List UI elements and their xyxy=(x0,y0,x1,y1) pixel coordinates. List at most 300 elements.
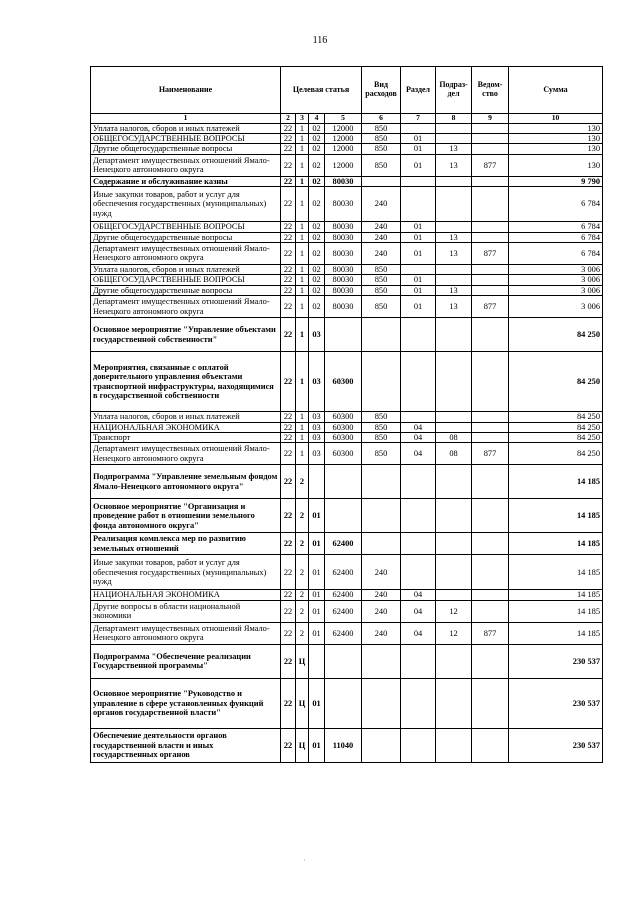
section-cell: 04 xyxy=(401,600,436,622)
expense-type-cell xyxy=(362,533,401,555)
sum-cell: 84 250 xyxy=(509,412,603,422)
expense-type-cell: 850 xyxy=(362,144,401,154)
subsection-cell: 13 xyxy=(436,144,472,154)
target-code-direction: 62400 xyxy=(325,590,362,600)
expense-type-cell: 850 xyxy=(362,123,401,133)
sum-cell: 14 185 xyxy=(509,622,603,644)
subsection-cell xyxy=(436,555,472,590)
section-cell: 04 xyxy=(401,443,436,465)
target-code-program: 22 xyxy=(281,133,296,143)
section-cell: 04 xyxy=(401,422,436,432)
row-name: Уплата налогов, сборов и иных платежей xyxy=(91,412,281,422)
target-code-event: 02 xyxy=(309,176,325,186)
table-row xyxy=(91,296,603,318)
section-cell: 01 xyxy=(401,285,436,295)
target-code-program: 22 xyxy=(281,187,296,222)
subsection-cell: 12 xyxy=(436,600,472,622)
subsection-cell xyxy=(436,499,472,533)
target-code-event: 01 xyxy=(309,622,325,644)
row-name: Основное мероприятие "Управление объектами государственной собственности" xyxy=(91,318,281,352)
row-name: ОБЩЕГОСУДАРСТВЕННЫЕ ВОПРОСЫ xyxy=(91,275,281,285)
sum-cell: 230 537 xyxy=(509,678,603,728)
target-code-program: 22 xyxy=(281,644,296,678)
department-cell xyxy=(472,644,509,678)
table-row xyxy=(91,123,603,133)
section-cell: 01 xyxy=(401,232,436,242)
target-code-program: 22 xyxy=(281,678,296,728)
target-code-event: 02 xyxy=(309,222,325,232)
target-code-direction xyxy=(325,499,362,533)
target-code-subprogram: 1 xyxy=(296,285,309,295)
row-name: Иные закупки товаров, работ и услуг для обеспечения государственных (муниципальных) нужд xyxy=(91,555,281,590)
sum-cell: 14 185 xyxy=(509,555,603,590)
department-cell xyxy=(472,285,509,295)
expense-type-cell xyxy=(362,176,401,186)
expense-type-cell: 850 xyxy=(362,432,401,442)
target-code-subprogram: 1 xyxy=(296,352,309,412)
department-cell xyxy=(472,590,509,600)
subsection-cell xyxy=(436,318,472,352)
expense-type-cell: 850 xyxy=(362,154,401,176)
target-code-program: 22 xyxy=(281,285,296,295)
row-name: Транспорт xyxy=(91,432,281,442)
sum-cell: 84 250 xyxy=(509,422,603,432)
department-cell xyxy=(472,499,509,533)
subsection-cell xyxy=(436,187,472,222)
target-code-event: 01 xyxy=(309,600,325,622)
section-cell: 01 xyxy=(401,144,436,154)
table-row xyxy=(91,422,603,432)
target-code-subprogram: 2 xyxy=(296,499,309,533)
target-code-program: 22 xyxy=(281,412,296,422)
department-cell xyxy=(472,465,509,499)
target-code-direction xyxy=(325,465,362,499)
target-code-direction: 60300 xyxy=(325,412,362,422)
row-name: Другие общегосударственные вопросы xyxy=(91,144,281,154)
row-name: Мероприятия, связанные с оплатой доверительного управления объектами транспортной инфраструктуры, находящимися в государственной собственности xyxy=(91,352,281,412)
header-sum: Сумма xyxy=(509,67,603,114)
department-cell xyxy=(472,533,509,555)
department-cell xyxy=(472,133,509,143)
section-cell: 01 xyxy=(401,242,436,264)
target-code-subprogram: 2 xyxy=(296,600,309,622)
department-cell xyxy=(472,352,509,412)
target-code-subprogram: 1 xyxy=(296,242,309,264)
department-cell: 877 xyxy=(472,154,509,176)
subsection-cell xyxy=(436,275,472,285)
target-code-subprogram: 2 xyxy=(296,590,309,600)
table-row xyxy=(91,144,603,154)
target-code-subprogram: 1 xyxy=(296,422,309,432)
section-cell: 01 xyxy=(401,133,436,143)
row-name: Другие общегосударственные вопросы xyxy=(91,285,281,295)
section-cell: 01 xyxy=(401,222,436,232)
target-code-subprogram: 1 xyxy=(296,443,309,465)
expense-type-cell: 850 xyxy=(362,296,401,318)
target-code-subprogram: Ц xyxy=(296,644,309,678)
target-code-direction: 12000 xyxy=(325,144,362,154)
subsection-cell xyxy=(436,644,472,678)
sum-cell: 3 006 xyxy=(509,275,603,285)
row-name: Департамент имущественных отношений Ямало-Ненецкого автономного округа xyxy=(91,443,281,465)
section-cell: 01 xyxy=(401,275,436,285)
target-code-event: 02 xyxy=(309,154,325,176)
target-code-subprogram: 1 xyxy=(296,144,309,154)
target-code-subprogram: 1 xyxy=(296,123,309,133)
row-name: Иные закупки товаров, работ и услуг для обеспечения государственных (муниципальных) нужд xyxy=(91,187,281,222)
expense-type-cell: 850 xyxy=(362,133,401,143)
budget-table xyxy=(90,66,603,763)
sum-cell: 14 185 xyxy=(509,600,603,622)
target-code-program: 22 xyxy=(281,590,296,600)
column-number: 7 xyxy=(401,114,436,124)
target-code-program: 22 xyxy=(281,275,296,285)
target-code-event: 03 xyxy=(309,412,325,422)
section-cell xyxy=(401,533,436,555)
table-row xyxy=(91,644,603,678)
expense-type-cell: 240 xyxy=(362,600,401,622)
table-row xyxy=(91,242,603,264)
sum-cell: 84 250 xyxy=(509,352,603,412)
target-code-direction: 12000 xyxy=(325,123,362,133)
header-expense-type: Вид расходов xyxy=(362,67,401,114)
target-code-event: 02 xyxy=(309,144,325,154)
department-cell xyxy=(472,264,509,274)
target-code-program: 22 xyxy=(281,728,296,762)
expense-type-cell: 850 xyxy=(362,275,401,285)
row-name: Подпрограмма "Обеспечение реализации Государственной программы" xyxy=(91,644,281,678)
expense-type-cell xyxy=(362,352,401,412)
subsection-cell xyxy=(436,123,472,133)
subsection-cell: 08 xyxy=(436,443,472,465)
target-code-program: 22 xyxy=(281,123,296,133)
target-code-subprogram: 2 xyxy=(296,622,309,644)
column-number: 3 xyxy=(296,114,309,124)
target-code-subprogram: Ц xyxy=(296,728,309,762)
target-code-direction: 80030 xyxy=(325,187,362,222)
expense-type-cell xyxy=(362,644,401,678)
target-code-event: 01 xyxy=(309,590,325,600)
sum-cell: 3 006 xyxy=(509,296,603,318)
target-code-direction xyxy=(325,644,362,678)
sum-cell: 130 xyxy=(509,154,603,176)
table-row xyxy=(91,275,603,285)
row-name: Уплата налогов, сборов и иных платежей xyxy=(91,123,281,133)
sum-cell: 3 006 xyxy=(509,285,603,295)
target-code-program: 22 xyxy=(281,352,296,412)
expense-type-cell: 240 xyxy=(362,622,401,644)
table-row xyxy=(91,432,603,442)
row-name: НАЦИОНАЛЬНАЯ ЭКОНОМИКА xyxy=(91,590,281,600)
target-code-program: 22 xyxy=(281,465,296,499)
target-code-direction: 80030 xyxy=(325,222,362,232)
header-subsection: Подраз-дел xyxy=(436,67,472,114)
table-row xyxy=(91,318,603,352)
subsection-cell xyxy=(436,533,472,555)
target-code-event: 03 xyxy=(309,432,325,442)
target-code-subprogram: 1 xyxy=(296,176,309,186)
section-cell xyxy=(401,499,436,533)
page-number: 116 xyxy=(312,35,328,46)
target-code-event: 01 xyxy=(309,499,325,533)
column-number: 2 xyxy=(281,114,296,124)
department-cell xyxy=(472,275,509,285)
subsection-cell xyxy=(436,678,472,728)
subsection-cell: 12 xyxy=(436,622,472,644)
sum-cell: 130 xyxy=(509,144,603,154)
target-code-subprogram: 1 xyxy=(296,296,309,318)
target-code-direction: 60300 xyxy=(325,352,362,412)
target-code-direction: 11040 xyxy=(325,728,362,762)
department-cell: 877 xyxy=(472,622,509,644)
section-cell: 04 xyxy=(401,622,436,644)
section-cell xyxy=(401,412,436,422)
target-code-event: 02 xyxy=(309,242,325,264)
sum-cell: 230 537 xyxy=(509,728,603,762)
target-code-event: 03 xyxy=(309,318,325,352)
sum-cell: 130 xyxy=(509,133,603,143)
subsection-cell: 13 xyxy=(436,285,472,295)
table-row xyxy=(91,187,603,222)
sum-cell: 6 784 xyxy=(509,242,603,264)
target-code-subprogram: 1 xyxy=(296,432,309,442)
target-code-event: 01 xyxy=(309,533,325,555)
footer-mark: ˙ xyxy=(303,858,306,867)
target-code-event: 02 xyxy=(309,285,325,295)
header-target-article: Целевая статья xyxy=(281,67,362,114)
row-name: Другие вопросы в области национальной экономики xyxy=(91,600,281,622)
table-row xyxy=(91,600,603,622)
section-cell xyxy=(401,123,436,133)
target-code-direction: 60300 xyxy=(325,422,362,432)
table-row xyxy=(91,678,603,728)
target-code-direction: 62400 xyxy=(325,622,362,644)
department-cell xyxy=(472,232,509,242)
target-code-program: 22 xyxy=(281,555,296,590)
column-number: 8 xyxy=(436,114,472,124)
row-name: ОБЩЕГОСУДАРСТВЕННЫЕ ВОПРОСЫ xyxy=(91,133,281,143)
target-code-program: 22 xyxy=(281,533,296,555)
table-row xyxy=(91,352,603,412)
section-cell: 04 xyxy=(401,432,436,442)
target-code-event: 03 xyxy=(309,422,325,432)
subsection-cell: 13 xyxy=(436,154,472,176)
section-cell xyxy=(401,644,436,678)
target-code-program: 22 xyxy=(281,222,296,232)
target-code-program: 22 xyxy=(281,264,296,274)
expense-type-cell: 240 xyxy=(362,590,401,600)
target-code-program: 22 xyxy=(281,232,296,242)
subsection-cell xyxy=(436,176,472,186)
subsection-cell: 13 xyxy=(436,296,472,318)
target-code-subprogram: 1 xyxy=(296,154,309,176)
expense-type-cell: 850 xyxy=(362,443,401,465)
target-code-subprogram: 1 xyxy=(296,275,309,285)
expense-type-cell: 240 xyxy=(362,222,401,232)
target-code-direction: 80030 xyxy=(325,285,362,295)
subsection-cell xyxy=(436,264,472,274)
section-cell xyxy=(401,728,436,762)
section-cell xyxy=(401,176,436,186)
table-row xyxy=(91,412,603,422)
department-cell xyxy=(472,144,509,154)
target-code-program: 22 xyxy=(281,318,296,352)
target-code-program: 22 xyxy=(281,296,296,318)
table-row xyxy=(91,465,603,499)
target-code-program: 22 xyxy=(281,422,296,432)
table-row xyxy=(91,443,603,465)
sum-cell: 14 185 xyxy=(509,465,603,499)
target-code-subprogram: 1 xyxy=(296,318,309,352)
table-header-row xyxy=(91,67,603,114)
expense-type-cell: 850 xyxy=(362,285,401,295)
row-name: Основное мероприятие "Руководство и управление в сфере установленных функций органов государственной власти" xyxy=(91,678,281,728)
target-code-direction: 80030 xyxy=(325,264,362,274)
table-row xyxy=(91,622,603,644)
sum-cell: 6 784 xyxy=(509,222,603,232)
row-name: НАЦИОНАЛЬНАЯ ЭКОНОМИКА xyxy=(91,422,281,432)
column-numbers-row xyxy=(91,114,603,124)
column-number: 4 xyxy=(309,114,325,124)
target-code-direction: 80030 xyxy=(325,242,362,264)
table-row xyxy=(91,222,603,232)
subsection-cell: 08 xyxy=(436,432,472,442)
department-cell xyxy=(472,123,509,133)
subsection-cell xyxy=(436,133,472,143)
sum-cell: 84 250 xyxy=(509,432,603,442)
table-row xyxy=(91,728,603,762)
target-code-subprogram: 2 xyxy=(296,533,309,555)
subsection-cell: 13 xyxy=(436,232,472,242)
department-cell xyxy=(472,600,509,622)
target-code-event: 02 xyxy=(309,232,325,242)
target-code-event: 03 xyxy=(309,443,325,465)
target-code-program: 22 xyxy=(281,242,296,264)
target-code-direction xyxy=(325,318,362,352)
table-row xyxy=(91,232,603,242)
sum-cell: 130 xyxy=(509,123,603,133)
table-row xyxy=(91,499,603,533)
target-code-subprogram: 2 xyxy=(296,465,309,499)
department-cell xyxy=(472,176,509,186)
sum-cell: 230 537 xyxy=(509,644,603,678)
department-cell: 877 xyxy=(472,443,509,465)
target-code-event: 02 xyxy=(309,133,325,143)
target-code-event: 02 xyxy=(309,275,325,285)
target-code-program: 22 xyxy=(281,144,296,154)
section-cell xyxy=(401,264,436,274)
row-name: Другие общегосударственные вопросы xyxy=(91,232,281,242)
table-row xyxy=(91,533,603,555)
row-name: Департамент имущественных отношений Ямало-Ненецкого автономного округа xyxy=(91,154,281,176)
header-department: Ведом-ство xyxy=(472,67,509,114)
table-row xyxy=(91,555,603,590)
target-code-subprogram: 1 xyxy=(296,264,309,274)
subsection-cell xyxy=(436,222,472,232)
section-cell xyxy=(401,555,436,590)
row-name: ОБЩЕГОСУДАРСТВЕННЫЕ ВОПРОСЫ xyxy=(91,222,281,232)
table-body xyxy=(91,123,603,762)
department-cell xyxy=(472,318,509,352)
target-code-direction: 12000 xyxy=(325,154,362,176)
target-code-program: 22 xyxy=(281,499,296,533)
department-cell xyxy=(472,412,509,422)
expense-type-cell: 240 xyxy=(362,555,401,590)
target-code-direction: 62400 xyxy=(325,600,362,622)
table-row xyxy=(91,590,603,600)
target-code-event: 03 xyxy=(309,352,325,412)
sum-cell: 14 185 xyxy=(509,533,603,555)
sum-cell: 14 185 xyxy=(509,499,603,533)
department-cell xyxy=(472,678,509,728)
row-name: Департамент имущественных отношений Ямало-Ненецкого автономного округа xyxy=(91,622,281,644)
target-code-subprogram: 1 xyxy=(296,232,309,242)
row-name: Реализация комплекса мер по развитию земельных отношений xyxy=(91,533,281,555)
subsection-cell xyxy=(436,352,472,412)
row-name: Департамент имущественных отношений Ямало-Ненецкого автономного округа xyxy=(91,296,281,318)
target-code-direction xyxy=(325,678,362,728)
expense-type-cell: 850 xyxy=(362,412,401,422)
subsection-cell xyxy=(436,422,472,432)
department-cell xyxy=(472,432,509,442)
target-code-event: 02 xyxy=(309,123,325,133)
expense-type-cell xyxy=(362,728,401,762)
expense-type-cell xyxy=(362,465,401,499)
expense-type-cell: 240 xyxy=(362,187,401,222)
expense-type-cell: 240 xyxy=(362,232,401,242)
target-code-direction: 62400 xyxy=(325,555,362,590)
target-code-program: 22 xyxy=(281,432,296,442)
section-cell xyxy=(401,465,436,499)
target-code-direction: 80030 xyxy=(325,176,362,186)
table-row xyxy=(91,285,603,295)
sum-cell: 6 784 xyxy=(509,187,603,222)
subsection-cell xyxy=(436,728,472,762)
target-code-direction: 80030 xyxy=(325,232,362,242)
expense-type-cell: 850 xyxy=(362,264,401,274)
department-cell: 877 xyxy=(472,296,509,318)
target-code-direction: 60300 xyxy=(325,432,362,442)
section-cell xyxy=(401,187,436,222)
table-row xyxy=(91,176,603,186)
target-code-subprogram: 1 xyxy=(296,133,309,143)
sum-cell: 9 790 xyxy=(509,176,603,186)
target-code-direction: 80030 xyxy=(325,275,362,285)
target-code-event: 02 xyxy=(309,296,325,318)
target-code-program: 22 xyxy=(281,176,296,186)
sum-cell: 6 784 xyxy=(509,232,603,242)
section-cell xyxy=(401,318,436,352)
target-code-direction: 12000 xyxy=(325,133,362,143)
department-cell: 877 xyxy=(472,242,509,264)
section-cell xyxy=(401,678,436,728)
row-name: Обеспечение деятельности органов государственной власти и иных государственных органов xyxy=(91,728,281,762)
department-cell xyxy=(472,222,509,232)
target-code-event xyxy=(309,644,325,678)
section-cell: 04 xyxy=(401,590,436,600)
row-name: Уплата налогов, сборов и иных платежей xyxy=(91,264,281,274)
department-cell xyxy=(472,187,509,222)
section-cell: 01 xyxy=(401,154,436,176)
target-code-direction: 80030 xyxy=(325,296,362,318)
target-code-subprogram: 1 xyxy=(296,412,309,422)
column-number: 5 xyxy=(325,114,362,124)
subsection-cell xyxy=(436,590,472,600)
target-code-subprogram: Ц xyxy=(296,678,309,728)
expense-type-cell xyxy=(362,678,401,728)
target-code-event: 02 xyxy=(309,264,325,274)
subsection-cell: 13 xyxy=(436,242,472,264)
